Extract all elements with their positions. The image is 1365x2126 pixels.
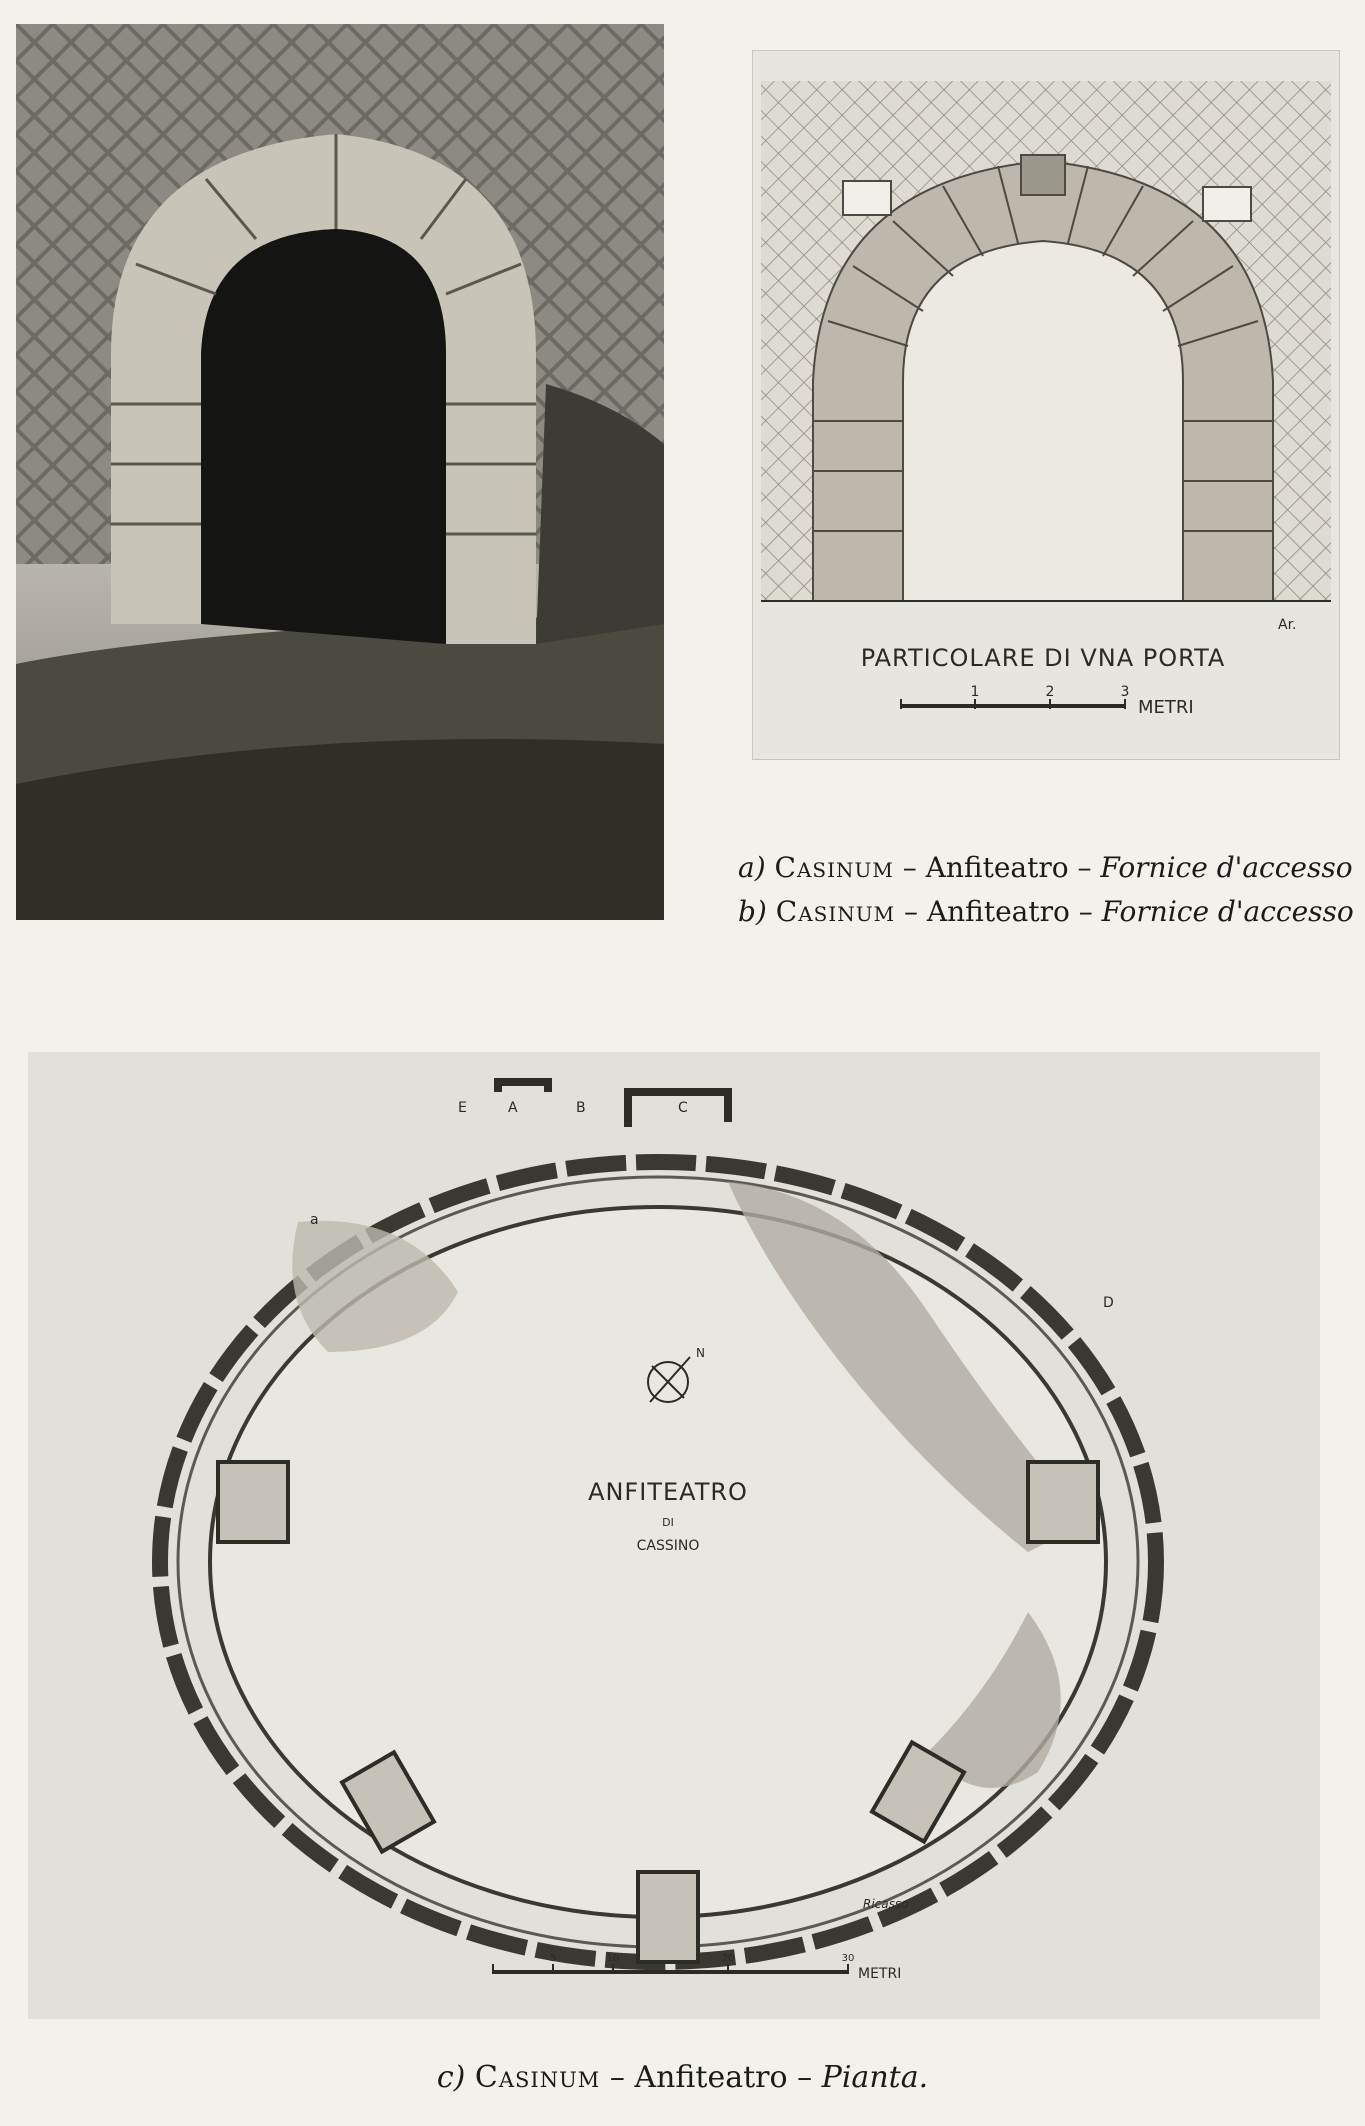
drawing-signature: Ar. — [1278, 617, 1297, 633]
scale-unit: METRI — [858, 1966, 902, 1982]
caption-separator: – — [1077, 851, 1092, 884]
plan-title-di: DI — [662, 1516, 674, 1529]
room-label: C — [678, 1100, 688, 1116]
scale-tick-label: 3 — [1120, 684, 1130, 700]
plan-signature: Ricasso — [863, 1897, 909, 1911]
caption-marker: b) — [738, 895, 767, 928]
caption-subject: Fornice d'accesso — [1100, 851, 1353, 884]
amphitheatre-plan — [28, 1052, 1320, 2019]
caption-separator: – — [902, 851, 917, 884]
caption-subject: Fornice d'accesso — [1101, 895, 1354, 928]
plan-title-city: CASSINO — [636, 1538, 700, 1554]
scale-tick-label: 5 — [549, 1953, 557, 1964]
caption-marker: a) — [738, 851, 766, 884]
plan-title: ANFITEATRO — [588, 1478, 748, 1506]
caption-building: Anfiteatro — [634, 2060, 788, 2095]
caption-site: Casinum — [474, 2060, 601, 2095]
room-label: B — [576, 1100, 586, 1116]
caption-c — [0, 2060, 1365, 2095]
scale-unit: METRI — [1138, 697, 1194, 718]
scale-tick-label: 10 — [606, 1953, 620, 1964]
room-label: A — [508, 1100, 518, 1116]
scale-tick-label: 30 — [841, 1953, 855, 1964]
caption-b — [738, 890, 1365, 934]
room-label: E — [458, 1100, 467, 1116]
caption-separator: – — [797, 2060, 813, 2095]
arch-photo-image — [16, 24, 664, 920]
arch-photo — [16, 24, 664, 920]
scale-tick-label: 2 — [1045, 684, 1055, 700]
caption-building: Anfiteatro — [925, 851, 1069, 884]
scale-tick-label: 20 — [721, 1953, 735, 1964]
scale-bar-b — [901, 684, 1194, 718]
caption-site: Casinum — [774, 851, 894, 884]
captions-ab — [738, 846, 1365, 934]
room-label: D — [1103, 1295, 1114, 1311]
compass-letter: N — [696, 1346, 705, 1360]
caption-separator: – — [903, 895, 918, 928]
caption-site: Casinum — [775, 895, 896, 928]
caption-marker: c) — [436, 2060, 466, 2095]
caption-separator: – — [1078, 895, 1093, 928]
caption-building: Anfiteatro — [926, 895, 1070, 928]
door-detail-drawing — [752, 50, 1340, 760]
drawing-title: PARTICOLARE DI VNA PORTA — [860, 644, 1226, 672]
room-label: a — [310, 1212, 319, 1228]
scale-tick-label: 1 — [970, 684, 980, 700]
caption-separator: – — [609, 2060, 625, 2095]
caption-subject: Pianta. — [821, 2060, 929, 2095]
caption-a — [738, 846, 1365, 890]
